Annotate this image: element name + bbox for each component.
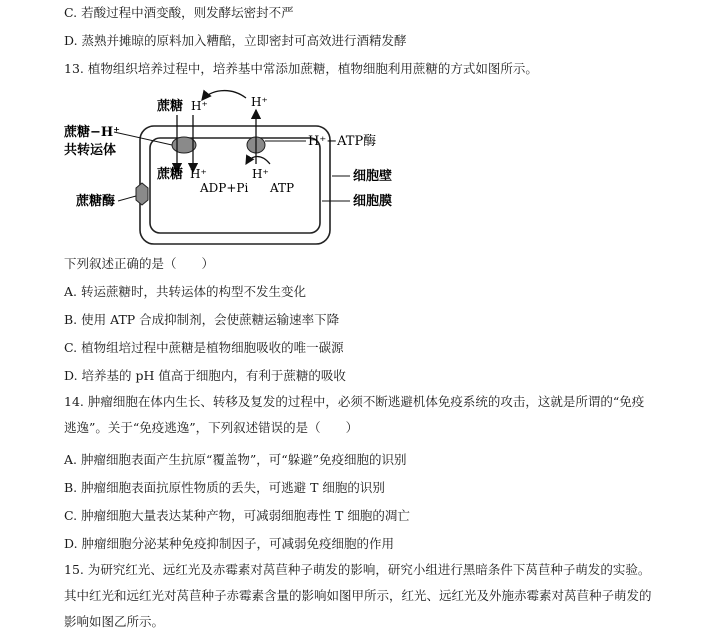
label-h-top-right: H⁺ — [251, 95, 268, 109]
q12-option-c: C. 若酸过程中酒变酸，则发酵坛密封不严 — [64, 5, 294, 20]
label-cell-membrane: 细胞膜 — [353, 194, 393, 209]
q14-option-d: D. 肿瘤细胞分泌某种免疫抑制因子，可减弱免疫细胞的作用 — [64, 536, 395, 551]
label-h-inside-left: H⁺ — [190, 167, 207, 181]
label-cotransporter-2: 共转运体 — [64, 143, 117, 158]
label-sucrase: 蔗糖酶 — [76, 194, 116, 209]
label-atp: ATP — [270, 181, 295, 195]
q13-prompt: 下列叙述正确的是（ ） — [64, 256, 215, 271]
q13-option-c: C. 植物组培过程中蔗糖是植物细胞吸收的唯一碳源 — [64, 340, 344, 355]
q15-stem: 15. 为研究红光、远红光及赤霉素对莴苣种子萌发的影响，研究小组进行黑暗条件下莴苣种子萌发的实验。其中红光和远红光对莴苣种子赤霉素含量的影响如图甲所示，红光、远红光及外施赤霉素对莴苣种子萌发的影响如图乙所示。 — [64, 562, 652, 629]
q14-option-b: B. 肿瘤细胞表面抗原性物质的丢失，可逃避 T 细胞的识别 — [64, 480, 385, 495]
label-adp-pi: ADP+Pi — [200, 181, 249, 195]
q14-stem: 14. 肿瘤细胞在体内生长、转移及复发的过程中，必须不断逃避机体免疫系统的攻击，这就是所谓的“免疫逃逸”。关于“免疫逃逸”，下列叙述错误的是（ ） — [64, 394, 645, 435]
q14-option-c: C. 肿瘤细胞大量表达某种产物，可减弱细胞毒性 T 细胞的凋亡 — [64, 508, 410, 523]
label-cell-wall: 细胞壁 — [353, 169, 393, 184]
q13-option-d: D. 培养基的 pH 值高于细胞内，有利于蔗糖的吸收 — [64, 368, 346, 383]
label-sucrose-top: 蔗糖 — [157, 99, 184, 114]
q13-option-a: A. 转运蔗糖时，共转运体的构型不发生变化 — [64, 284, 306, 299]
label-h-inside-right: H⁺ — [252, 167, 269, 181]
label-cotransporter-1: 蔗糖−H⁺ — [64, 125, 121, 140]
q12-option-d: D. 蒸熟并摊晾的原料加入糟醅，立即密封可高效进行酒精发酵 — [64, 33, 407, 48]
label-atpase: H⁺−ATP酶 — [308, 134, 377, 149]
label-h-top-left: H⁺ — [191, 99, 208, 113]
sucrase-enzyme — [136, 183, 148, 205]
q14-option-a: A. 肿瘤细胞表面产生抗原“覆盖物”，可“躲避”免疫细胞的识别 — [64, 452, 407, 467]
label-sucrose-inside: 蔗糖 — [157, 167, 184, 182]
sucrose-transport-diagram — [60, 88, 420, 258]
q13-option-b: B. 使用 ATP 合成抑制剂，会使蔗糖运输速率下降 — [64, 312, 340, 327]
q13-stem: 13. 植物组织培养过程中，培养基中常添加蔗糖，植物细胞利用蔗糖的方式如图所示。 — [64, 61, 538, 76]
